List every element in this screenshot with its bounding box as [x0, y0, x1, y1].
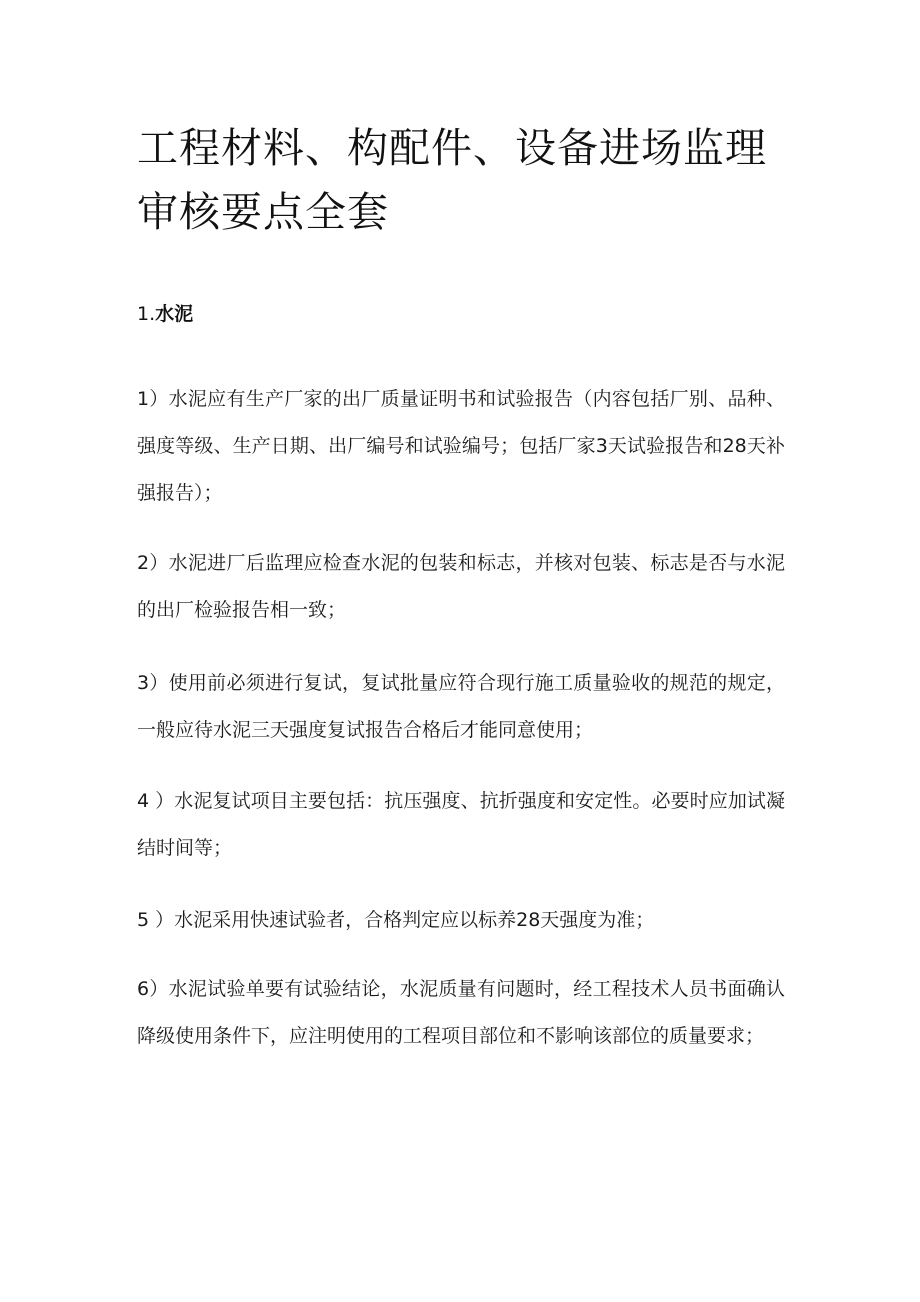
list-item: 3）使用前必须进行复试，复试批量应符合现行施工质量验收的规范的规定，一般应待水泥三天强度复试报告合格后才能同意使用；	[137, 672, 785, 741]
document-title: 工程材料、构配件、设备进场监理审核要点全套	[137, 124, 767, 236]
section-label: 水泥	[155, 303, 194, 325]
list-item: 5 ）水泥采用快速试验者，合格判定应以标养28天强度为准；	[137, 909, 655, 931]
section-heading	[137, 300, 193, 328]
list-item: 4 ）水泥复试项目主要包括：抗压强度、抗折强度和安定性。必要时应加试凝结时间等；	[137, 790, 785, 859]
list-item: 2）水泥进厂后监理应检查水泥的包装和标志，并核对包装、标志是否与水泥的出厂检验报告相一致；	[137, 552, 785, 621]
list-item: 1）水泥应有生产厂家的出厂质量证明书和试验报告（内容包括厂别、品种、强度等级、生产日期、出厂编号和试验编号；包括厂家3天试验报告和28天补强报告）；	[137, 388, 785, 504]
list-item: 6）水泥试验单要有试验结论，水泥质量有问题时，经工程技术人员书面确认降级使用条件下，应注明使用的工程项目部位和不影响该部位的质量要求；	[137, 978, 785, 1047]
section-number: 1.	[137, 303, 156, 325]
